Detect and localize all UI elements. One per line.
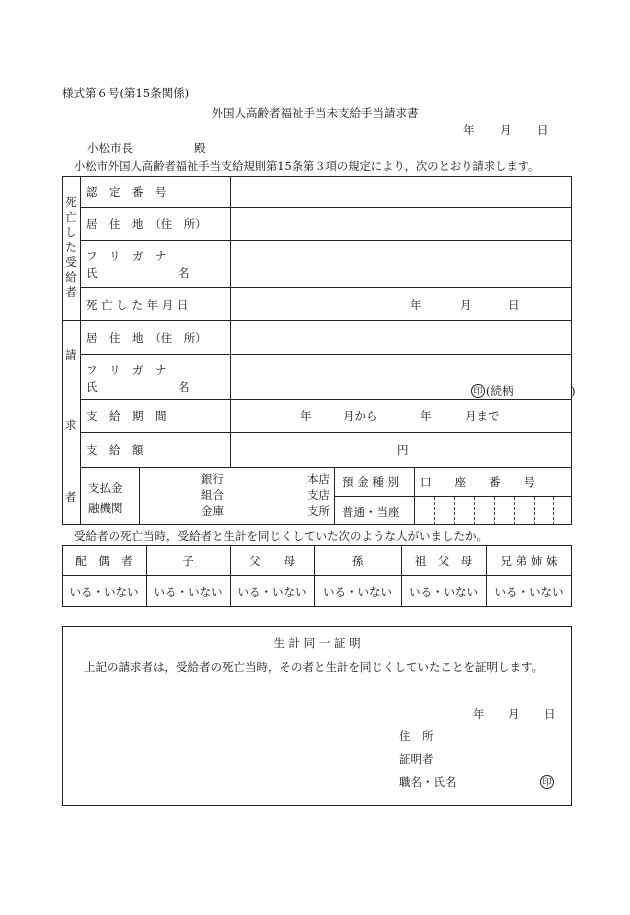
claimant-address-field[interactable] [232, 322, 570, 353]
certificate-box [62, 626, 572, 806]
family-answer-grandparents[interactable]: いる・いない [409, 585, 478, 599]
family-answer-parents[interactable]: いる・いない [237, 585, 307, 599]
family-col-spouse: 配 偶 者 [75, 554, 133, 568]
amount-label: 支 給 額 [86, 443, 144, 457]
cert-date-month: 月 [508, 707, 520, 721]
period-month-to: 月まで [465, 409, 500, 423]
deceased-name-field[interactable] [232, 242, 570, 286]
cert-date-day: 日 [544, 707, 556, 721]
bank-label-2: 融機関 [88, 501, 123, 515]
deposit-type-label: 預 金 種 別 [342, 475, 399, 489]
family-answer-grandchild[interactable]: いる・いない [323, 585, 392, 599]
claimant-name-label: 氏 名 [86, 380, 190, 394]
family-answer-spouse[interactable]: いる・いない [69, 585, 139, 599]
certificate-body: 上記の請求者は，受給者の死亡当時，その者と生計を同じくしていたことを証明します。 [84, 660, 544, 674]
claimant-label-3: 者 [65, 490, 77, 504]
family-col-grandchild: 孫 [351, 554, 364, 568]
deceased-address-label: 居 住 地 （住 所） [86, 217, 207, 231]
deceased-furigana-label: フ リ ガ ナ [86, 249, 167, 263]
bank-type-1: 銀行 [201, 472, 224, 486]
bank-type-2: 組合 [201, 488, 224, 502]
cert-number-field[interactable] [232, 178, 570, 206]
claimant-seal-icon: 印 [471, 384, 485, 398]
claimant-label-2: 求 [65, 418, 77, 432]
family-col-siblings: 兄 弟 姉 妹 [500, 554, 558, 568]
form-title: 外国人高齢者福祉手当未支給手当請求書 [211, 106, 419, 120]
addressee: 小松市長 [87, 141, 133, 155]
period-month-from: 月から [343, 409, 378, 423]
cert-address-label: 住 所 [399, 729, 434, 743]
bank-label-1: 支払金 [88, 481, 123, 495]
period-year-to: 年 [420, 409, 432, 423]
date-month: 月 [500, 123, 512, 137]
certificate-title: 生 計 同 一 証 明 [273, 636, 361, 650]
amount-unit: 円 [397, 443, 409, 457]
claimant-address-label: 居 住 地 （住 所） [86, 331, 207, 345]
date-day: 日 [537, 123, 549, 137]
family-question: 受給者の死亡当時，受給者と生計を同じくしていた次のような人がいましたか。 [74, 529, 488, 543]
relation-label: (続柄 ) [486, 384, 576, 398]
intro-text: 小松市外国人高齢者福祉手当支給規則第15条第３項の規定により，次のとおり請求します。 [74, 160, 540, 173]
account-number-label: 口 座 番 号 [420, 475, 535, 489]
deceased-address-field[interactable] [232, 209, 570, 239]
cert-position-name-label: 職名・氏名 [399, 775, 457, 789]
claimant-furigana-label: フ リ ガ ナ [86, 363, 167, 377]
family-col-child: 子 [182, 554, 194, 568]
claimant-label-1: 請 [65, 348, 77, 362]
form-number: 様式第６号(第15条関係) [62, 86, 190, 100]
period-year-from: 年 [300, 409, 312, 423]
claimant-name-field[interactable] [232, 356, 462, 398]
family-col-grandparents: 祖 父 母 [414, 554, 473, 568]
cert-date-year: 年 [473, 707, 485, 721]
deceased-section-label: 死亡した受給者 [65, 195, 77, 299]
family-answer-siblings[interactable]: いる・いない [494, 585, 564, 599]
family-col-parents: 父 母 [249, 554, 295, 568]
family-answer-child[interactable]: いる・いない [153, 585, 223, 599]
cert-number-label: 認 定 番 号 [86, 185, 167, 199]
date-year: 年 [463, 123, 475, 137]
deposit-type-value[interactable]: 普通・当座 [342, 505, 400, 519]
death-day: 日 [508, 298, 520, 312]
bank-type-3: 金庫 [201, 504, 224, 518]
period-label: 支 給 期 間 [86, 409, 167, 423]
death-date-label: 死 亡 し た 年 月 日 [86, 298, 189, 312]
deceased-name-label: 氏 名 [86, 266, 190, 280]
branch-type-2: 支店 [307, 488, 330, 502]
cert-certifier-label: 証明者 [399, 752, 434, 766]
branch-type-1: 本店 [307, 472, 330, 486]
branch-type-3: 支所 [307, 504, 330, 518]
honorific: 殿 [194, 141, 206, 155]
cert-seal-icon: 印 [540, 775, 554, 789]
death-year: 年 [410, 298, 422, 312]
death-month: 月 [460, 298, 472, 312]
